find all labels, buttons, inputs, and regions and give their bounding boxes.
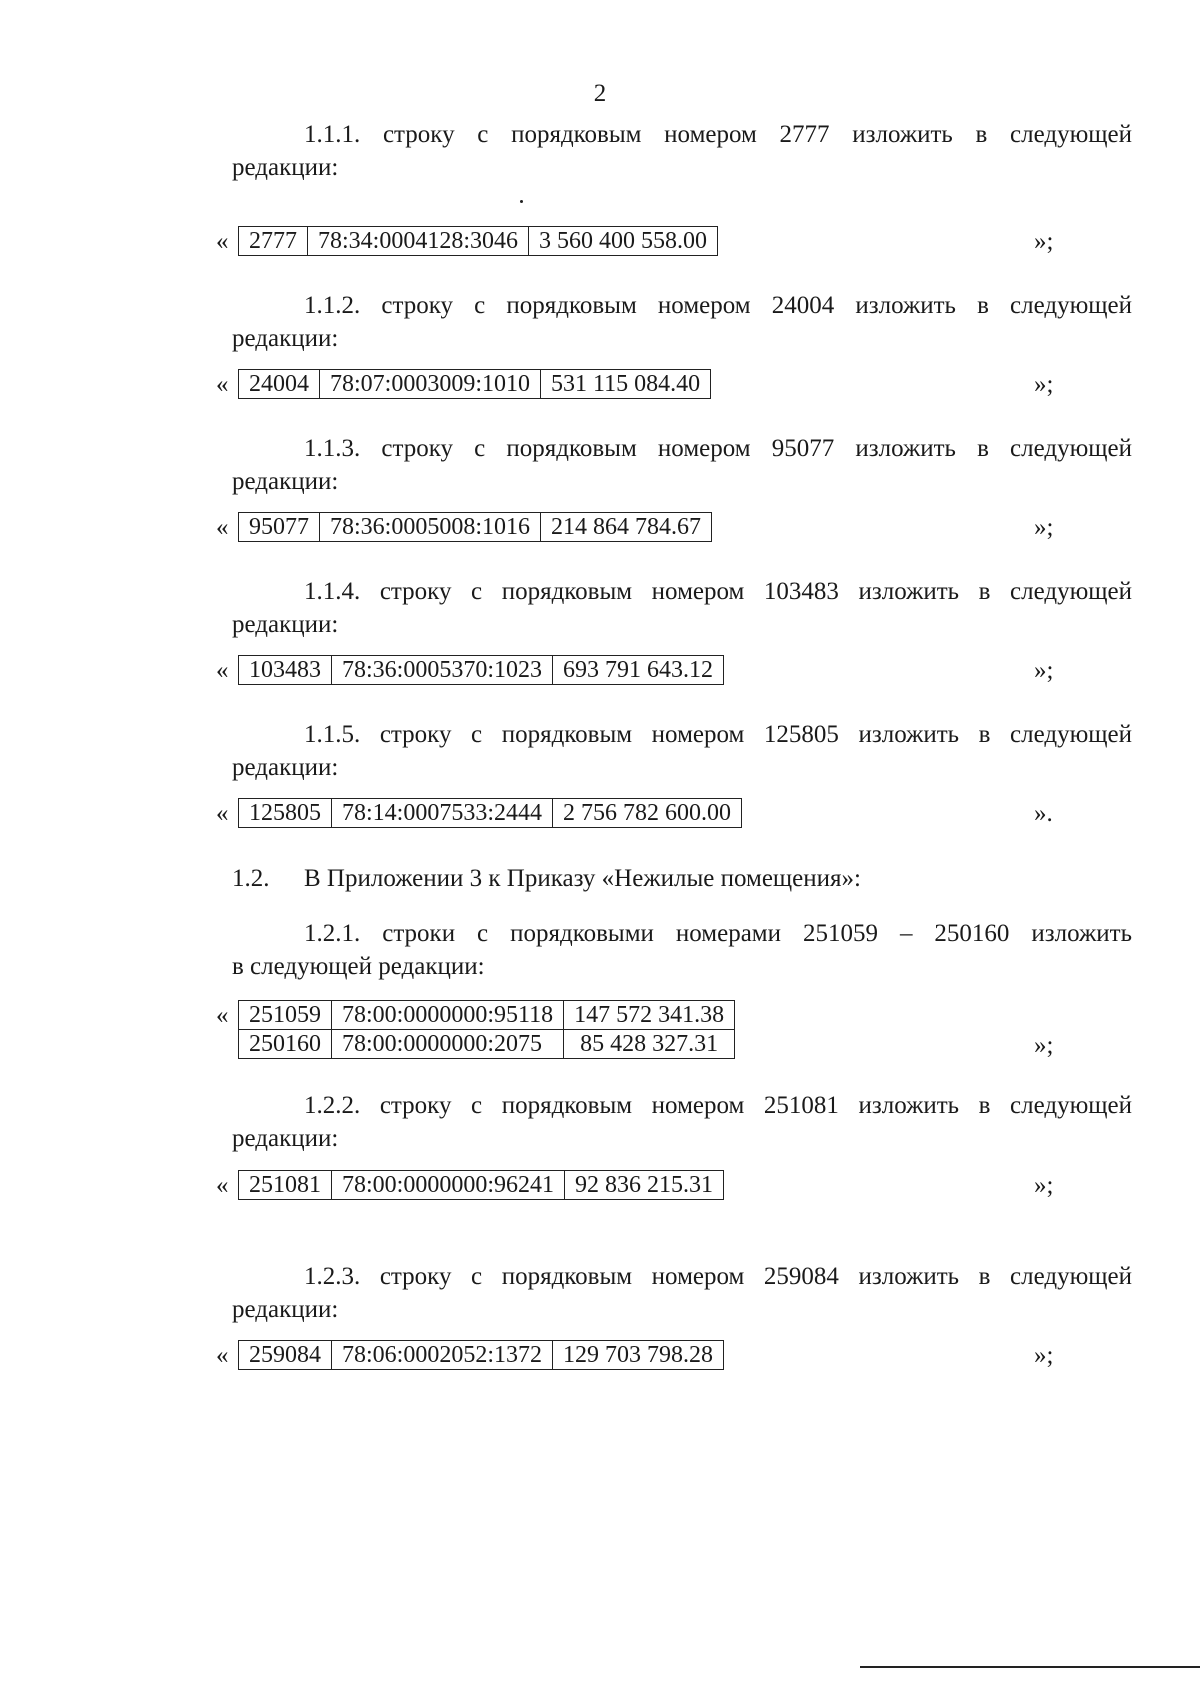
record-table [238, 1000, 735, 1059]
quote-close: »; [1034, 1342, 1054, 1369]
cadastral-number-cell: 78:00:0000000:96241 [332, 1171, 565, 1200]
row-number-cell: 2777 [239, 227, 308, 256]
table-row [239, 799, 742, 828]
item-cont: редакции: [232, 154, 339, 181]
value-cell: 693 791 643.12 [553, 656, 724, 685]
quote-close: »; [1034, 657, 1054, 684]
value-cell: 147 572 341.38 [564, 1001, 735, 1030]
record-table [238, 369, 711, 399]
item-intro: 1.1.2. строку с порядковым номером 24004 изложить в следующей [304, 292, 1132, 319]
item-1-1-3-text [232, 432, 1132, 498]
row-number-cell: 125805 [239, 799, 332, 828]
page-number: 2 [593, 80, 607, 107]
cadastral-number-cell: 78:06:0002052:1372 [332, 1341, 553, 1370]
table-row [239, 656, 724, 685]
quote-open: « [216, 800, 229, 827]
table-row [239, 227, 718, 256]
table-row [239, 370, 711, 399]
row-number-cell: 251059 [239, 1001, 332, 1030]
item-1-1-4-text [232, 575, 1132, 641]
cadastral-number-cell: 78:34:0004128:3046 [308, 227, 529, 256]
item-1-2-3-text [232, 1260, 1132, 1326]
quote-open: « [216, 228, 229, 255]
item-1-1-5-text [232, 718, 1132, 784]
cadastral-number-cell: 78:00:0000000:2075 [332, 1030, 564, 1059]
value-cell: 3 560 400 558.00 [529, 227, 718, 256]
row-number-cell: 251081 [239, 1171, 332, 1200]
item-1-1-2-text [232, 289, 1132, 355]
row-number-cell: 103483 [239, 656, 332, 685]
table-row [239, 1030, 735, 1059]
section-number: 1.2. [232, 865, 270, 892]
item-cont: редакции: [232, 325, 339, 352]
item-cont: редакции: [232, 1125, 339, 1152]
cadastral-number-cell: 78:36:0005370:1023 [332, 656, 553, 685]
item-1-2-1-text [232, 917, 1132, 983]
cadastral-number-cell: 78:36:0005008:1016 [320, 513, 541, 542]
item-intro: 1.2.2. строку с порядковым номером 251081 изложить в следующей [304, 1092, 1132, 1119]
table-row [239, 513, 712, 542]
quote-close: »; [1034, 371, 1054, 398]
record-table [238, 798, 742, 828]
item-cont: редакции: [232, 754, 339, 781]
record-table [238, 655, 724, 685]
stray-dot [520, 200, 523, 203]
table-row [239, 1341, 724, 1370]
quote-close: »; [1034, 1032, 1054, 1059]
item-cont: в следующей редакции: [232, 953, 485, 980]
record-table [238, 1340, 724, 1370]
table-row [239, 1171, 724, 1200]
item-intro: 1.1.5. строку с порядковым номером 125805 изложить в следующей [304, 721, 1132, 748]
quote-open: « [216, 514, 229, 541]
quote-close: »; [1034, 514, 1054, 541]
section-1-2 [232, 862, 861, 895]
item-intro: 1.1.4. строку с порядковым номером 103483 изложить в следующей [304, 578, 1132, 605]
item-1-1-1-text [232, 118, 1132, 184]
quote-open: « [216, 371, 229, 398]
record-table [238, 226, 718, 256]
row-number-cell: 24004 [239, 370, 320, 399]
quote-close: »; [1034, 1172, 1054, 1199]
value-cell: 85 428 327.31 [564, 1030, 735, 1059]
cadastral-number-cell: 78:00:0000000:95118 [332, 1001, 564, 1030]
quote-open: « [216, 657, 229, 684]
item-intro: 1.2.1. строки с порядковыми номерами 251059 – 250160 изложить [304, 920, 1132, 947]
item-intro: 1.2.3. строку с порядковым номером 259084 изложить в следующей [304, 1263, 1132, 1290]
row-number-cell: 250160 [239, 1030, 332, 1059]
item-cont: редакции: [232, 611, 339, 638]
quote-close: »; [1034, 228, 1054, 255]
quote-close: ». [1034, 800, 1053, 827]
value-cell: 214 864 784.67 [541, 513, 712, 542]
cadastral-number-cell: 78:07:0003009:1010 [320, 370, 541, 399]
item-cont: редакции: [232, 468, 339, 495]
item-intro: 1.1.1. строку с порядковым номером 2777 изложить в следующей [304, 121, 1132, 148]
value-cell: 92 836 215.31 [565, 1171, 724, 1200]
quote-open: « [216, 1002, 229, 1029]
row-number-cell: 95077 [239, 513, 320, 542]
value-cell: 129 703 798.28 [553, 1341, 724, 1370]
value-cell: 2 756 782 600.00 [553, 799, 742, 828]
row-number-cell: 259084 [239, 1341, 332, 1370]
section-title: В Приложении 3 к Приказу «Нежилые помещения»: [304, 865, 861, 892]
quote-open: « [216, 1342, 229, 1369]
record-table [238, 1170, 724, 1200]
item-cont: редакции: [232, 1296, 339, 1323]
value-cell: 531 115 084.40 [541, 370, 711, 399]
item-intro: 1.1.3. строку с порядковым номером 95077 изложить в следующей [304, 435, 1132, 462]
record-table [238, 512, 712, 542]
table-row [239, 1001, 735, 1030]
cadastral-number-cell: 78:14:0007533:2444 [332, 799, 553, 828]
item-1-2-2-text [232, 1089, 1132, 1155]
quote-open: « [216, 1172, 229, 1199]
footer-rule [860, 1666, 1200, 1668]
